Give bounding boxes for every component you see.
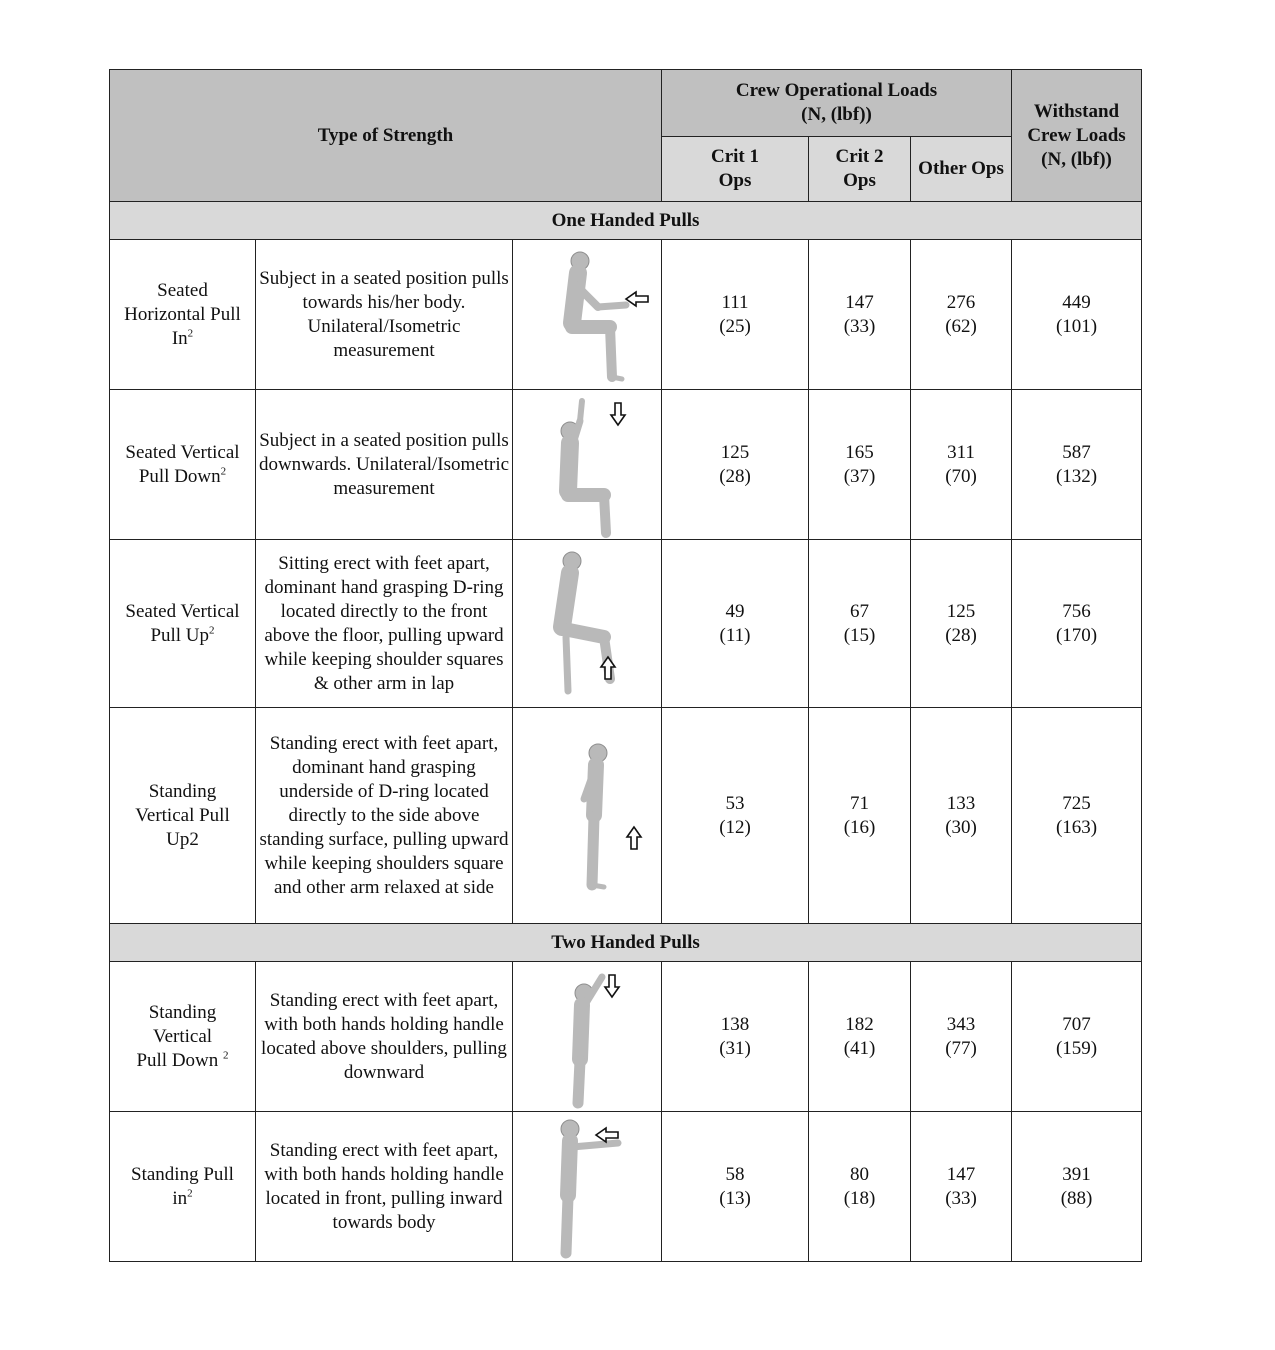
withstand-value: [1012, 390, 1142, 540]
crit2-value-lbf: (18): [843, 1187, 876, 1209]
withstand-value-newtons: 756: [1062, 600, 1091, 622]
footnote-ref: 2: [209, 624, 215, 637]
strength-type-name: [110, 240, 256, 390]
crit2-value-newtons: 165: [845, 441, 874, 463]
name-line: Standing: [148, 780, 217, 802]
crit2-ops-header: [809, 137, 911, 202]
crit1-value-lbf: (31): [719, 1037, 751, 1059]
crit2-value-lbf: (16): [843, 816, 876, 838]
crit2-value-newtons: 182: [845, 1013, 874, 1035]
withstand-line1: Withstand: [1033, 100, 1120, 122]
crit1-value: [662, 708, 809, 924]
name-line: Pull Up: [150, 624, 210, 646]
crit2-value-newtons: 147: [845, 291, 874, 313]
strength-type-name: [110, 1112, 256, 1262]
other-ops-value: [911, 390, 1012, 540]
strength-type-name: [110, 962, 256, 1112]
type-of-strength-label: Type of Strength: [317, 124, 454, 146]
other-ops-value: [911, 708, 1012, 924]
crit2-value: [809, 1112, 911, 1262]
footnote-ref: 2: [220, 465, 227, 478]
other-ops-value: [911, 962, 1012, 1112]
crit2-value: [809, 962, 911, 1112]
strength-table: [109, 69, 1142, 1262]
other-ops-value-lbf: (77): [945, 1037, 977, 1059]
withstand-value: [1012, 240, 1142, 390]
footnote-ref: 2: [187, 1187, 193, 1200]
withstand-value-lbf: (159): [1055, 1037, 1098, 1059]
footnote-ref: 2: [187, 327, 194, 340]
type-of-strength-header: [110, 70, 662, 202]
crit2-value-newtons: 80: [850, 1163, 870, 1185]
withstand-value-lbf: (88): [1060, 1187, 1093, 1209]
other-ops-value-newtons: 343: [946, 1013, 976, 1035]
crit2-line2: Ops: [843, 170, 876, 191]
section-header: [110, 202, 1142, 240]
other-ops-value-newtons: 311: [947, 441, 975, 463]
withstand-value-lbf: (170): [1055, 624, 1098, 646]
other-ops-value-newtons: 133: [946, 792, 976, 814]
standing-figure-arrow-up-icon: [513, 708, 662, 924]
strength-description: Standing erect with feet apart, with both hands holding handle located in front, pulling inward towards body: [256, 1112, 513, 1262]
crit2-value: [809, 540, 911, 708]
crit1-value-newtons: 111: [721, 291, 749, 313]
crit1-line1: Crit 1: [711, 146, 760, 167]
other-ops-value-lbf: (70): [945, 465, 977, 487]
strength-description: Sitting erect with feet apart, dominant hand grasping D-ring located directly to the front above the floor, pulling upward while keeping shoulder squares & other arm in lap: [256, 540, 513, 708]
crit1-value-lbf: (11): [719, 624, 751, 646]
crit1-value-lbf: (28): [719, 465, 751, 487]
name-line: Seated Vertical: [125, 441, 240, 463]
section-title: One Handed Pulls: [110, 202, 1142, 240]
crit2-value-lbf: (15): [843, 624, 876, 646]
table-body: [110, 202, 1142, 1262]
other-ops-value: [911, 540, 1012, 708]
crit1-value: [662, 240, 809, 390]
name-line: in: [172, 1187, 188, 1209]
name-line: Pull Down: [138, 465, 221, 487]
crit1-value-newtons: 53: [725, 792, 745, 814]
name-line: Seated Vertical: [125, 600, 240, 622]
name-line: Pull Down: [136, 1049, 224, 1071]
crit2-value-lbf: (33): [843, 315, 876, 337]
other-ops-value-lbf: (62): [945, 315, 977, 337]
strength-type-name: [110, 708, 256, 924]
withstand-crew-loads-header: [1012, 70, 1142, 202]
withstand-value-newtons: 725: [1062, 792, 1091, 814]
crit1-value: [662, 390, 809, 540]
table-row: [110, 540, 1142, 708]
other-ops-value-newtons: 147: [946, 1163, 976, 1185]
withstand-value: [1012, 962, 1142, 1112]
strength-description: Subject in a seated position pulls downwards. Unilateral/Isometric measurement: [256, 390, 513, 540]
name-line: Standing Pull: [131, 1163, 234, 1185]
withstand-value-newtons: 707: [1062, 1013, 1091, 1035]
other-ops-value: [911, 240, 1012, 390]
crit1-value-newtons: 49: [725, 600, 745, 622]
withstand-line2: Crew Loads: [1027, 124, 1126, 146]
other-ops-value: [911, 1112, 1012, 1262]
crit2-value-newtons: 71: [850, 792, 870, 814]
withstand-value-lbf: (163): [1055, 816, 1098, 838]
crit1-value-newtons: 58: [725, 1163, 745, 1185]
crit1-value: [662, 540, 809, 708]
name-line: In: [171, 327, 188, 349]
crit1-value-newtons: 125: [720, 441, 750, 463]
crit2-value-lbf: (37): [843, 465, 876, 487]
footnote-ref: 2: [223, 1049, 229, 1062]
other-ops-value-newtons: 276: [946, 291, 976, 313]
withstand-line3: (N, (lbf)): [1041, 148, 1112, 170]
withstand-value: [1012, 540, 1142, 708]
other-ops-header: [911, 137, 1012, 202]
other-ops-label: Other Ops: [918, 158, 1004, 179]
withstand-value: [1012, 1112, 1142, 1262]
name-line: Vertical: [152, 1025, 213, 1047]
strength-type-name: [110, 390, 256, 540]
crit2-value-newtons: 67: [850, 600, 870, 622]
crit1-value-lbf: (12): [719, 816, 751, 838]
withstand-value-newtons: 449: [1062, 291, 1091, 313]
other-ops-value-lbf: (30): [945, 816, 977, 838]
standing-figure-arms-up-arrow-down-icon: [513, 962, 662, 1112]
crit2-value-lbf: (41): [843, 1037, 876, 1059]
crit2-value: [809, 240, 911, 390]
table-row: [110, 240, 1142, 390]
standing-figure-arms-forward-arrow-left-icon: [513, 1112, 662, 1262]
seated-figure-arrow-up-icon: [513, 540, 662, 708]
crit1-value-lbf: (25): [719, 315, 751, 337]
strength-description: Standing erect with feet apart, with both hands holding handle located above shoulders, pulling downward: [256, 962, 513, 1112]
crit1-line2: Ops: [718, 170, 752, 191]
section-title: Two Handed Pulls: [110, 924, 1142, 962]
other-ops-value-lbf: (33): [945, 1187, 977, 1209]
crew-ops-label-line2: (N, (lbf)): [801, 104, 872, 125]
name-line: Up2: [166, 828, 199, 850]
withstand-value-lbf: (101): [1055, 315, 1098, 337]
name-line: Vertical Pull: [135, 804, 230, 826]
name-line: Horizontal Pull: [124, 303, 241, 325]
seated-figure-arm-up-arrow-down-icon: [513, 390, 662, 540]
strength-description: Standing erect with feet apart, dominant hand grasping underside of D-ring located directly to the side above standing surface, pulling upward while keeping shoulders square and other arm relaxed at side: [256, 708, 513, 924]
crew-operational-loads-header: [662, 70, 1012, 137]
table-row: [110, 1112, 1142, 1262]
seated-figure-horizontal-pull-arrow-left-icon: [513, 240, 662, 390]
crit1-ops-header: [662, 137, 809, 202]
table-row: [110, 390, 1142, 540]
crit2-line1: Crit 2: [835, 146, 884, 167]
section-header: [110, 924, 1142, 962]
other-ops-value-lbf: (28): [945, 624, 977, 646]
withstand-value-newtons: 391: [1062, 1163, 1091, 1185]
name-line: Seated: [157, 279, 208, 301]
withstand-value-newtons: 587: [1062, 441, 1091, 463]
table-row: [110, 708, 1142, 924]
other-ops-value-newtons: 125: [946, 600, 976, 622]
crit1-value-newtons: 138: [720, 1013, 750, 1035]
crew-ops-label-line1: Crew Operational Loads: [735, 80, 938, 101]
withstand-value-lbf: (132): [1055, 465, 1098, 487]
crit1-value: [662, 1112, 809, 1262]
strength-type-name: [110, 540, 256, 708]
crit1-value-lbf: (13): [719, 1187, 751, 1209]
crit2-value: [809, 708, 911, 924]
withstand-value: [1012, 708, 1142, 924]
strength-description: Subject in a seated position pulls towards his/her body. Unilateral/Isometric measurement: [256, 240, 513, 390]
crit2-value: [809, 390, 911, 540]
name-line: Standing: [148, 1001, 217, 1023]
crit1-value: [662, 962, 809, 1112]
table-row: [110, 962, 1142, 1112]
